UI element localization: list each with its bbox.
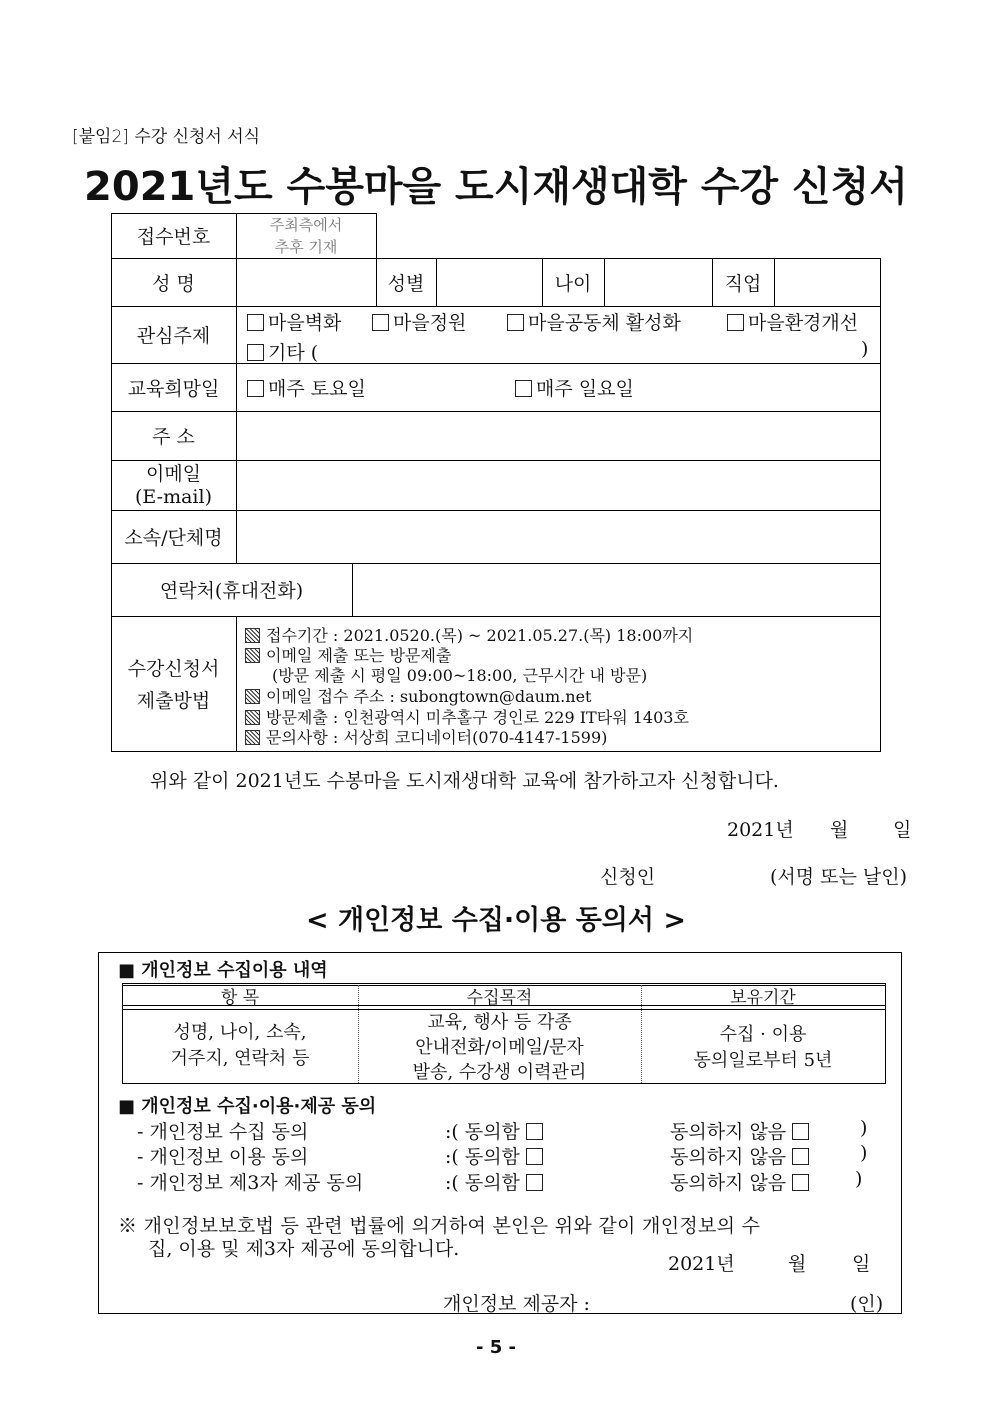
receipt-note: 주최측에서	[269, 215, 343, 234]
address-field[interactable]	[237, 412, 880, 460]
interest-option[interactable]: 마을벽화	[247, 308, 341, 335]
applicant-label: 신청인	[600, 866, 656, 888]
job-field[interactable]	[775, 259, 880, 306]
submit-info-line: (방문 제출 시 평일 09:00~18:00, 근무시간 내 방문)	[272, 666, 648, 685]
name-field[interactable]	[237, 259, 376, 306]
interest-other[interactable]: 기타 (	[247, 338, 318, 365]
checkbox-icon[interactable]	[507, 314, 524, 331]
age-field[interactable]	[605, 259, 712, 306]
email-label: 이메일	[145, 462, 202, 485]
date-month: 월	[830, 819, 849, 841]
checkbox-icon[interactable]	[372, 314, 389, 331]
period-cell: 동의일로부터 5년	[693, 1050, 833, 1071]
checkbox-icon[interactable]	[526, 1174, 543, 1191]
declaration-text: 위와 같이 2021년도 수봉마을 도시재생대학 교육에 참가하고자 신청합니다.	[150, 770, 779, 792]
checkbox-icon[interactable]	[515, 380, 532, 397]
privacy-section-2: ■ 개인정보 수집·이용·제공 동의	[118, 1096, 377, 1117]
interest-option[interactable]: 마을정원	[372, 308, 466, 335]
checkbox-icon[interactable]	[526, 1148, 543, 1165]
submit-info-line: 이메일 접수 주소 : subongtown@daum.net	[245, 684, 591, 707]
consent-date-day: 일	[852, 1253, 871, 1275]
privacy-section-1: ■ 개인정보 수집이용 내역	[118, 960, 328, 981]
phone-field[interactable]	[353, 564, 880, 616]
interest-label: 관심주제	[136, 325, 211, 347]
period-cell: 수집 · 이용	[719, 1024, 807, 1045]
col-header-purpose: 수집목적	[466, 987, 533, 1008]
page-title: 2021년도 수봉마을 도시재생대학 수강 신청서	[84, 164, 908, 210]
provider-sign: (인)	[850, 1293, 884, 1315]
consent-disagree[interactable]: 동의하지 않음	[670, 1117, 813, 1144]
checkbox-icon[interactable]	[247, 314, 264, 331]
purpose-cell: 발송, 수강생 이력관리	[412, 1062, 587, 1083]
consent-agree[interactable]: :( 동의함	[445, 1142, 547, 1169]
phone-label: 연락처(휴대전화)	[159, 580, 304, 602]
col-header-item: 항 목	[220, 987, 260, 1008]
gender-field[interactable]	[437, 259, 542, 306]
day-option-sunday[interactable]: 매주 일요일	[515, 374, 634, 401]
hatched-bullet-icon	[245, 730, 260, 745]
attachment-label: [붙임2] 수강 신청서 서식	[72, 127, 261, 147]
interest-option[interactable]: 마을공동체 활성화	[507, 308, 681, 335]
col-header-period: 보유기간	[730, 987, 796, 1008]
checkbox-icon[interactable]	[727, 314, 744, 331]
organization-label: 소속/단체명	[124, 527, 223, 549]
hatched-bullet-icon	[245, 628, 260, 643]
purpose-cell: 안내전화/이메일/문자	[415, 1037, 584, 1058]
consent-disagree[interactable]: 동의하지 않음	[670, 1142, 813, 1169]
submit-info-line: 문의사항 : 서상희 코디네이터(070-4147-1599)	[245, 725, 607, 748]
checkbox-icon[interactable]	[526, 1123, 543, 1140]
education-day-label: 교육희망일	[127, 377, 220, 400]
consent-date-month: 월	[788, 1253, 807, 1275]
checkbox-icon[interactable]	[247, 344, 264, 361]
consent-date-year: 2021년	[668, 1253, 735, 1275]
checkbox-icon[interactable]	[792, 1148, 809, 1165]
consent-item: - 개인정보 이용 동의	[137, 1146, 309, 1168]
item-cell: 성명, 나이, 소속,	[173, 1022, 307, 1043]
consent-close: )	[855, 1168, 863, 1190]
hatched-bullet-icon	[245, 689, 260, 704]
interest-option[interactable]: 마을환경개선	[727, 308, 858, 335]
organization-field[interactable]	[237, 511, 880, 563]
gender-label: 성별	[387, 272, 425, 295]
submit-info-line: 이메일 제출 또는 방문제출	[245, 643, 451, 666]
hatched-bullet-icon	[245, 710, 260, 725]
provider-label: 개인정보 제공자 :	[443, 1293, 590, 1315]
day-option-saturday[interactable]: 매주 토요일	[247, 374, 366, 401]
address-label: 주 소	[152, 426, 195, 448]
consent-item: - 개인정보 제3자 제공 동의	[137, 1172, 364, 1194]
receipt-note: 추후 기재	[274, 237, 338, 256]
job-label: 직업	[724, 272, 762, 295]
submit-info-line: 접수기간 : 2021.0520.(목) ~ 2021.05.27.(목) 18:00까지	[245, 623, 693, 646]
email-field[interactable]	[237, 461, 880, 510]
interest-other-close: )	[861, 338, 869, 360]
submit-method-label: 수강신청서	[127, 657, 220, 680]
item-cell: 거주지, 연락처 등	[170, 1048, 310, 1069]
hatched-bullet-icon	[245, 648, 260, 663]
consent-close: )	[860, 1117, 868, 1139]
checkbox-icon[interactable]	[792, 1174, 809, 1191]
consent-agree[interactable]: :( 동의함	[445, 1168, 547, 1195]
notice-line-2: 집, 이용 및 제3자 제공에 동의합니다.	[148, 1238, 460, 1260]
checkbox-icon[interactable]	[792, 1123, 809, 1140]
consent-disagree[interactable]: 동의하지 않음	[670, 1168, 813, 1195]
receipt-number-label: 접수번호	[136, 226, 211, 248]
notice-line-1: ※ 개인정보보호법 등 관련 법률에 의거하여 본인은 위와 같이 개인정보의 수	[118, 1215, 761, 1237]
consent-close: )	[860, 1142, 868, 1164]
age-label: 나이	[554, 272, 592, 295]
consent-agree[interactable]: :( 동의함	[445, 1117, 547, 1144]
applicant-sign: (서명 또는 날인)	[770, 866, 908, 888]
submit-method-label: 제출방법	[136, 689, 211, 712]
consent-item: - 개인정보 수집 동의	[137, 1121, 309, 1143]
purpose-cell: 교육, 행사 등 각종	[427, 1012, 572, 1033]
email-label-en: (E-mail)	[135, 486, 212, 508]
privacy-title: < 개인정보 수집·이용 동의서 >	[305, 905, 686, 936]
page-number: - 5 -	[476, 1337, 516, 1358]
date-day: 일	[893, 819, 912, 841]
date-year: 2021년	[727, 819, 794, 841]
submit-info-line: 방문제출 : 인천광역시 미추홀구 경인로 229 IT타워 1403호	[245, 705, 689, 728]
name-label: 성 명	[152, 272, 195, 295]
checkbox-icon[interactable]	[247, 380, 264, 397]
